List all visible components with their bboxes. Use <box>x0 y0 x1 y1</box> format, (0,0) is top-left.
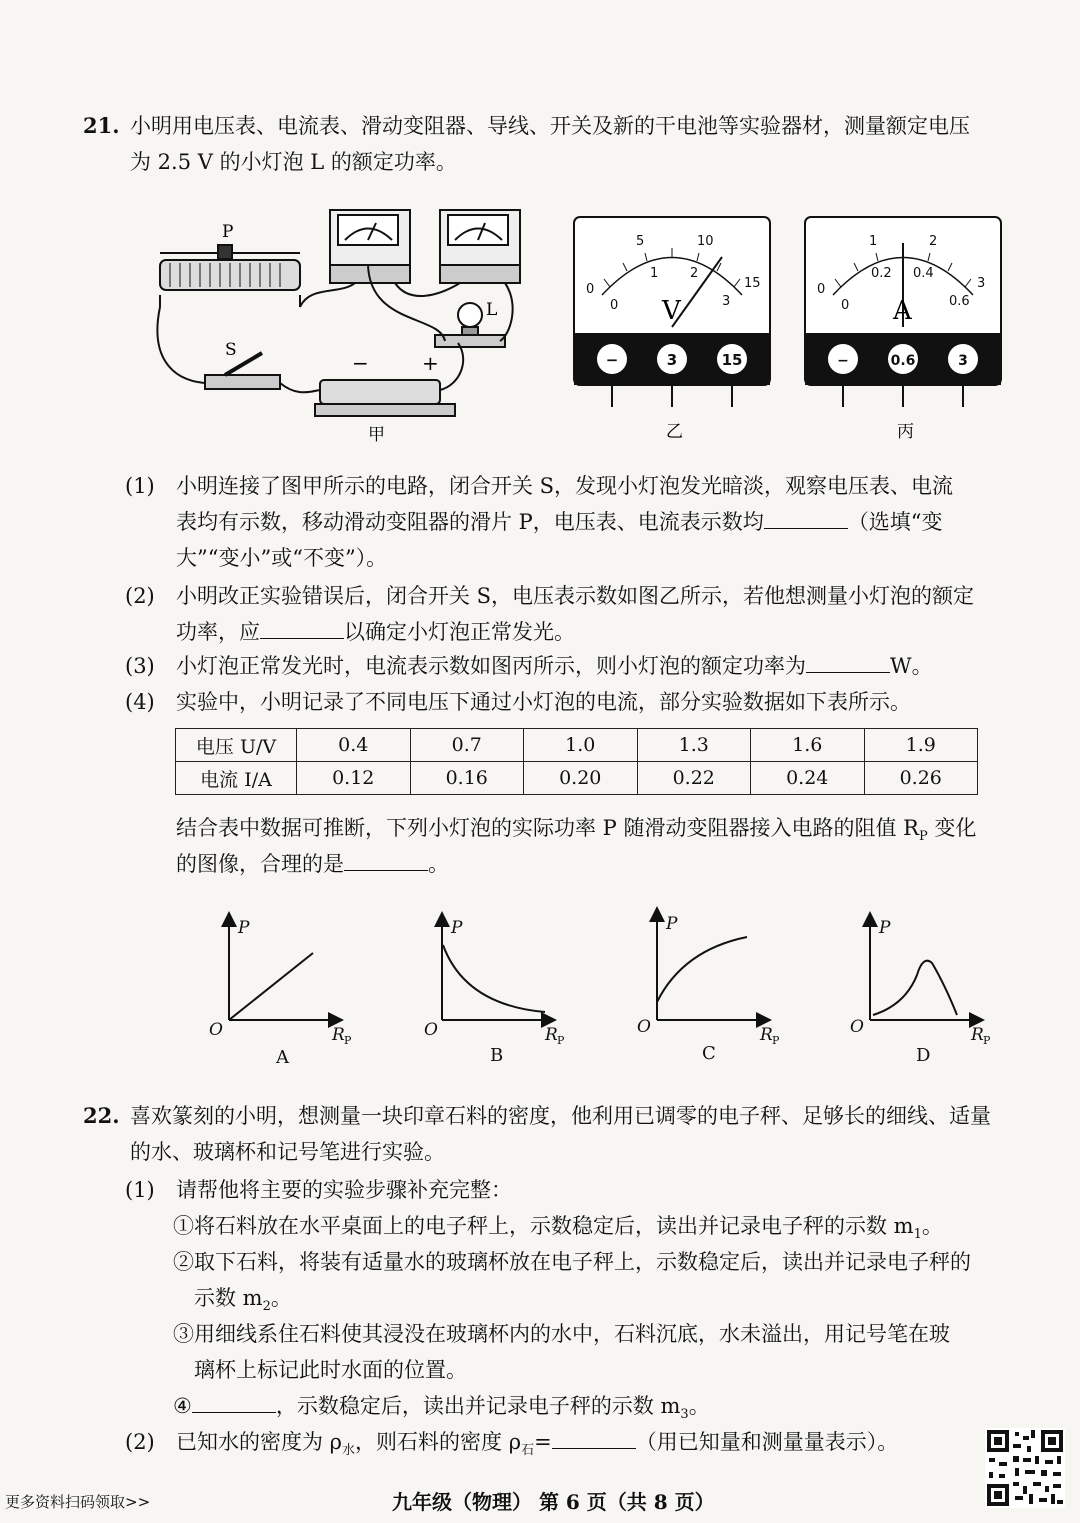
q22-step4-sub: 3 <box>680 1407 689 1423</box>
q22-step2-text: 示数 m <box>194 1286 263 1310</box>
option-B-label[interactable]: B <box>490 1045 504 1066</box>
q22-step1-text: ①将石料放在水平桌面上的电子秤上，示数稳定后，读出并记录电子秤的示数 m <box>173 1214 914 1238</box>
q21-intro-line1: 小明用电压表、电流表、滑动变阻器、导线、开关及新的干电池等实验器材，测量额定电压 <box>130 114 970 138</box>
q22-sub2-text2: ，则石料的密度 ρ <box>355 1430 522 1454</box>
vm-top-5: 5 <box>636 234 645 249</box>
vm-top-10: 10 <box>697 234 714 249</box>
q22-step3-line2: 璃杯上标记此时水面的位置。 <box>194 1358 467 1382</box>
am-top-0: 0 <box>817 282 826 297</box>
table-cell: 1.0 <box>524 729 638 762</box>
am-terminal-neg: − <box>837 353 849 369</box>
am-bot-0: 0 <box>841 298 850 313</box>
graph-b-curve <box>443 945 545 1012</box>
q21-intro-line2: 为 2.5 V 的小灯泡 L 的额定功率。 <box>130 150 457 174</box>
label-P: P <box>222 222 234 242</box>
graph-b-xlabel: R <box>545 1025 558 1045</box>
q22-step1-sub: 1 <box>913 1227 922 1243</box>
vm-bot-3: 3 <box>722 294 731 309</box>
q21-sub4-period: 。 <box>428 852 449 876</box>
table-cell: 0.20 <box>524 762 638 795</box>
graph-a-ylabel: P <box>238 918 250 938</box>
graph-d-origin: O <box>850 1017 864 1037</box>
q22-step4-end: 。 <box>688 1394 710 1418</box>
q22-step2-line1: ②取下石料，将装有适量水的玻璃杯放在电子秤上，示数稳定后，读出并记录电子秤的 <box>173 1250 971 1274</box>
q21-sub4-subscript: P <box>918 829 928 845</box>
caption-bing: 丙 <box>897 422 914 442</box>
q22-intro-line1: 喜欢篆刻的小明，想测量一块印章石料的密度，他利用已调零的电子秤、足够长的细线、适量 <box>130 1104 991 1128</box>
graph-a-curve <box>229 953 313 1020</box>
table-cell: 1.6 <box>751 729 865 762</box>
q21-sub1-line2 <box>176 504 943 540</box>
q21-sub4-blank[interactable] <box>344 850 428 871</box>
q22-sub2-blank[interactable] <box>552 1428 636 1449</box>
label-plus: + <box>422 351 439 375</box>
q21-sub2-text-end: 以确定小灯泡正常发光。 <box>344 620 575 644</box>
caption-jia: 甲 <box>368 425 385 445</box>
data-table <box>175 728 978 795</box>
graph-c-curve <box>657 937 747 1002</box>
graph-d-curve <box>873 961 957 1015</box>
ammeter-figure <box>803 215 1003 445</box>
q21-sub1-hint: （选填“变 <box>847 510 943 534</box>
option-A-label[interactable]: A <box>276 1047 289 1068</box>
label-S: S <box>225 340 237 360</box>
q21-sub1-blank[interactable] <box>764 508 848 529</box>
q22-step1-end: 。 <box>921 1214 943 1238</box>
q21-sub1-line1: 小明连接了图甲所示的电路，闭合开关 S，发现小灯泡发光暗淡，观察电压表、电流 <box>176 474 954 498</box>
am-top-2: 2 <box>929 234 938 249</box>
q22-step3-line1: ③用细线系住石料使其浸没在玻璃杯内的水中，石料沉底，水未溢出，用记号笔在玻 <box>173 1322 950 1346</box>
q22-intro-line2: 的水、玻璃杯和记号笔进行实验。 <box>130 1140 445 1164</box>
q22-sub2-water: 水 <box>342 1443 356 1459</box>
table-cell: 0.4 <box>297 729 411 762</box>
caption-yi: 乙 <box>666 422 683 442</box>
q22-step4-num: ④ <box>173 1394 192 1418</box>
q21-sub3-text: 小灯泡正常发光时，电流表示数如图丙所示，则小灯泡的额定功率为 <box>176 654 806 678</box>
q21-sub2-label: (2) <box>125 584 155 608</box>
label-minus: − <box>352 351 369 375</box>
q21-sub4-question: 的图像，合理的是 <box>176 852 344 876</box>
graph-b-ylabel: P <box>451 918 463 938</box>
graph-a-origin: O <box>209 1020 223 1040</box>
label-L: L <box>486 300 498 320</box>
graph-d-ylabel: P <box>879 918 891 938</box>
q22-step2-sub: 2 <box>262 1299 271 1315</box>
vm-bot-2: 2 <box>690 266 699 281</box>
graph-d-xlabel: R <box>971 1025 984 1045</box>
table-cell: 0.16 <box>410 762 524 795</box>
q21-sub4-label: (4) <box>125 690 155 714</box>
vm-terminal-15: 15 <box>721 351 743 369</box>
q22-step4-blank[interactable] <box>192 1392 276 1413</box>
graph-c-xlabel: R <box>760 1025 773 1045</box>
table-row-current <box>176 762 978 795</box>
q22-sub2-label: (2) <box>125 1430 155 1454</box>
table-cell: 0.7 <box>410 729 524 762</box>
q22-sub2-text: 已知水的密度为 ρ <box>176 1430 343 1454</box>
q21-sub2-line1: 小明改正实验错误后，闭合开关 S，电压表示数如图乙所示，若他想测量小灯泡的额定 <box>176 584 975 608</box>
graph-c-origin: O <box>637 1017 651 1037</box>
graph-b-xsub: P <box>557 1034 565 1047</box>
vm-bot-1: 1 <box>650 266 659 281</box>
table-header-current: 电流 I/A <box>176 762 297 795</box>
qr-code-icon <box>985 1428 1065 1508</box>
vm-symbol: V <box>662 296 681 326</box>
q22-sub2-eq: = <box>534 1430 552 1454</box>
q22-sub2-hint: （用已知量和测量量表示）。 <box>635 1430 899 1454</box>
q21-sub3-unit: W。 <box>890 654 933 678</box>
am-top-3: 3 <box>977 276 986 291</box>
q21-sub1-label: (1) <box>125 474 155 498</box>
footer-promo-link[interactable]: 更多资料扫码领取>> <box>5 1493 151 1511</box>
option-C-label[interactable]: C <box>702 1043 716 1064</box>
vm-top-0: 0 <box>586 282 595 297</box>
q21-number: 21. <box>83 113 120 138</box>
q21-sub2-blank[interactable] <box>260 618 344 639</box>
graph-a-xsub: P <box>344 1034 352 1047</box>
q22-step2-end: 。 <box>270 1286 292 1310</box>
circuit-diagram <box>140 195 540 445</box>
q21-sub2-line2 <box>176 614 575 650</box>
am-bot-04: 0.4 <box>913 266 934 281</box>
vm-terminal-neg: − <box>605 351 619 369</box>
am-symbol: A <box>893 296 912 326</box>
q22-sub2-stone: 石 <box>521 1443 535 1459</box>
graph-c-ylabel: P <box>666 914 678 934</box>
graph-a-xlabel: R <box>332 1025 345 1045</box>
q22-step4-text: ，示数稳定后，读出并记录电子秤的示数 m <box>275 1394 681 1418</box>
q22-sub1-label: (1) <box>125 1178 155 1202</box>
q21-sub4-line1: 实验中，小明记录了不同电压下通过小灯泡的电流，部分实验数据如下表所示。 <box>176 690 911 714</box>
table-cell: 1.3 <box>637 729 751 762</box>
option-D-label[interactable]: D <box>916 1045 931 1066</box>
q22-sub1-title: 请帮他将主要的实验步骤补充完整： <box>176 1178 512 1202</box>
table-row-voltage <box>176 729 978 762</box>
table-cell: 0.26 <box>864 762 978 795</box>
am-terminal-3: 3 <box>958 353 968 369</box>
am-bot-06: 0.6 <box>949 294 970 309</box>
q22-number: 22. <box>83 1103 120 1128</box>
table-cell: 0.22 <box>637 762 751 795</box>
table-cell: 1.9 <box>864 729 978 762</box>
am-terminal-06: 0.6 <box>890 353 916 369</box>
graph-options <box>205 905 1015 1075</box>
am-bot-02: 0.2 <box>871 266 892 281</box>
q21-sub3-line <box>176 648 933 684</box>
q22-sub2-line <box>176 1424 898 1469</box>
vm-terminal-3: 3 <box>666 351 678 369</box>
graph-b-origin: O <box>424 1020 438 1040</box>
table-header-voltage: 电压 U/V <box>176 729 297 762</box>
q21-sub4-text: 结合表中数据可推断，下列小灯泡的实际功率 P 随滑动变阻器接入电路的阻值 R <box>176 816 919 840</box>
q21-sub3-blank[interactable] <box>806 652 890 673</box>
q21-sub1-text: 表均有示数，移动滑动变阻器的滑片 P，电压表、电流表示数均 <box>176 510 764 534</box>
q21-sub4-text-end: 变化 <box>927 816 977 840</box>
vm-bot-0: 0 <box>610 298 619 313</box>
table-cell: 0.24 <box>751 762 865 795</box>
graph-c-xsub: P <box>772 1034 780 1047</box>
am-top-1: 1 <box>869 234 878 249</box>
voltmeter-figure <box>572 215 772 445</box>
graph-d-xsub: P <box>983 1034 991 1047</box>
footer-page-info: 九年级（物理） 第 6 页（共 8 页） <box>392 1490 715 1514</box>
table-cell: 0.12 <box>297 762 411 795</box>
q21-sub4-line3 <box>176 846 449 882</box>
q21-sub2-text: 功率，应 <box>176 620 260 644</box>
vm-top-15: 15 <box>744 276 761 291</box>
q21-sub3-label: (3) <box>125 654 155 678</box>
q21-sub1-line3: 大”“变小”或“不变”）。 <box>176 546 388 570</box>
